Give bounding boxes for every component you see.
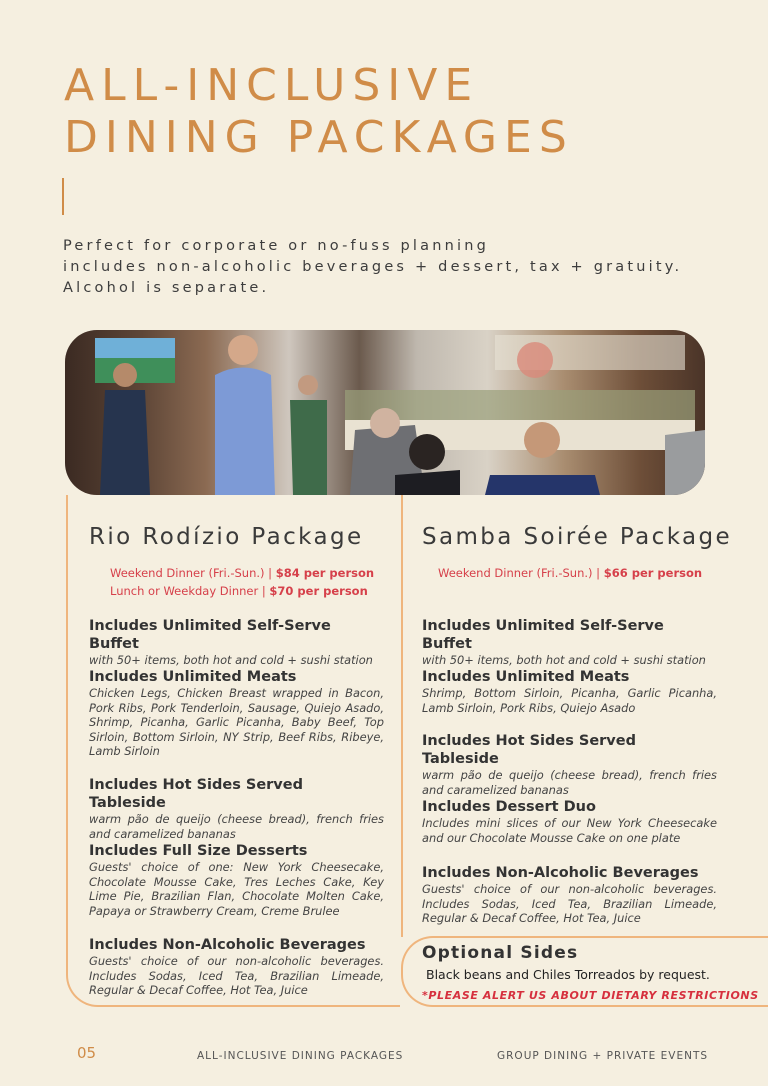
package-title-samba: Samba Soirée Package xyxy=(422,524,733,550)
section-heading: Includes Hot Sides Served Tableside xyxy=(422,733,636,767)
price-label: Weekend Dinner (Fri.-Sun.) | xyxy=(438,566,604,580)
price-line xyxy=(438,564,702,582)
section-heading: Includes Full Size Desserts xyxy=(89,843,308,859)
section-heading: Includes Unlimited Meats xyxy=(89,669,297,685)
section-heading: Includes Unlimited Meats xyxy=(422,669,630,685)
footer-brochure-title: GROUP DINING + PRIVATE EVENTS xyxy=(497,1050,709,1062)
optional-sides-text: Black beans and Chiles Torreados by request. xyxy=(426,967,710,982)
samba-section-meats xyxy=(422,668,717,715)
price-list-samba xyxy=(438,564,702,582)
title-line-2: DINING PACKAGES xyxy=(64,112,574,163)
section-text: warm pão de queijo (cheese bread), french fries and caramelized bananas xyxy=(89,812,384,841)
section-text: with 50+ items, both hot and cold + sushi station xyxy=(89,653,373,667)
price-value: $66 per person xyxy=(603,566,703,580)
samba-section-dessert xyxy=(422,798,717,845)
section-heading: Includes Unlimited Self-Serve Buffet xyxy=(422,618,664,652)
price-list-rio xyxy=(110,564,374,600)
price-label: Weekend Dinner (Fri.-Sun.) | xyxy=(110,566,276,580)
rio-section-desserts xyxy=(89,842,384,918)
price-value: $84 per person xyxy=(275,566,375,580)
optional-sides-title: Optional Sides xyxy=(422,943,579,963)
photo-illustration xyxy=(65,330,705,495)
section-heading: Includes Unlimited Self-Serve Buffet xyxy=(89,618,331,652)
column-divider xyxy=(401,495,403,937)
section-text: with 50+ items, both hot and cold + sushi station xyxy=(422,653,706,667)
intro-line-1: Perfect for corporate or no-fuss planning xyxy=(63,238,490,254)
package-title-rio: Rio Rodízio Package xyxy=(89,524,364,550)
section-heading: Includes Dessert Duo xyxy=(422,799,596,815)
restaurant-photo xyxy=(65,330,705,495)
section-text: Chicken Legs, Chicken Breast wrapped in Bacon, Pork Ribs, Pork Tenderloin, Sausage, Quiejo Asado, Shrimp, Picanha, Garlic Picanha, Baby Beef, Top Sirloin, Bottom Sirloin, NY Strip, Beef Ribs, Ribeye, Lamb Sirloin xyxy=(89,686,384,759)
price-label: Lunch or Weekday Dinner | xyxy=(110,584,270,598)
rio-section-beverages xyxy=(89,936,384,998)
page-title xyxy=(64,60,574,164)
page-number: 05 xyxy=(77,1044,97,1062)
intro-line-3: Alcohol is separate. xyxy=(63,280,270,296)
price-line xyxy=(110,564,374,582)
samba-section-sides xyxy=(422,732,717,797)
price-line xyxy=(110,582,374,600)
accent-divider xyxy=(62,178,64,215)
section-heading: Includes Non-Alcoholic Beverages xyxy=(422,865,699,881)
section-text: warm pão de queijo (cheese bread), french fries and caramelized bananas xyxy=(422,768,717,797)
section-heading: Includes Hot Sides Served Tableside xyxy=(89,777,303,811)
section-text: Guests' choice of one: New York Cheesecake, Chocolate Mousse Cake, Tres Leches Cake, Key Lime Pie, Brazilian Flan, Chocolate Molten Cake, Papaya or Strawberry Cream, Creme Brulee xyxy=(89,860,384,918)
section-text: Shrimp, Bottom Sirloin, Picanha, Garlic Picanha, Lamb Sirloin, Pork Ribs, Quiejo Asado xyxy=(422,686,717,715)
intro-line-2: includes non-alcoholic beverages + dessert, tax + gratuity. xyxy=(63,259,683,275)
title-line-1: ALL-INCLUSIVE xyxy=(64,60,480,111)
samba-section-beverages xyxy=(422,864,717,926)
section-heading: Includes Non-Alcoholic Beverages xyxy=(89,937,366,953)
section-text: Guests' choice of our non-alcoholic beverages. Includes Sodas, Iced Tea, Brazilian Limeade, Regular & Decaf Coffee, Hot Tea, Juice xyxy=(422,882,717,926)
samba-section-buffet xyxy=(422,617,717,668)
footer-section-title: ALL-INCLUSIVE DINING PACKAGES xyxy=(197,1050,404,1062)
rio-section-sides xyxy=(89,776,384,841)
intro-text xyxy=(63,236,682,299)
dietary-alert: *PLEASE ALERT US ABOUT DIETARY RESTRICTIONS xyxy=(422,989,759,1002)
price-value: $70 per person xyxy=(269,584,368,598)
rio-section-buffet xyxy=(89,617,384,668)
rio-section-meats xyxy=(89,668,384,759)
section-text: Includes mini slices of our New York Cheesecake and our Chocolate Mousse Cake on one plate xyxy=(422,816,717,845)
section-text: Guests' choice of our non-alcoholic beverages. Includes Sodas, Iced Tea, Brazilian Limeade, Regular & Decaf Coffee, Hot Tea, Juice xyxy=(89,954,384,998)
